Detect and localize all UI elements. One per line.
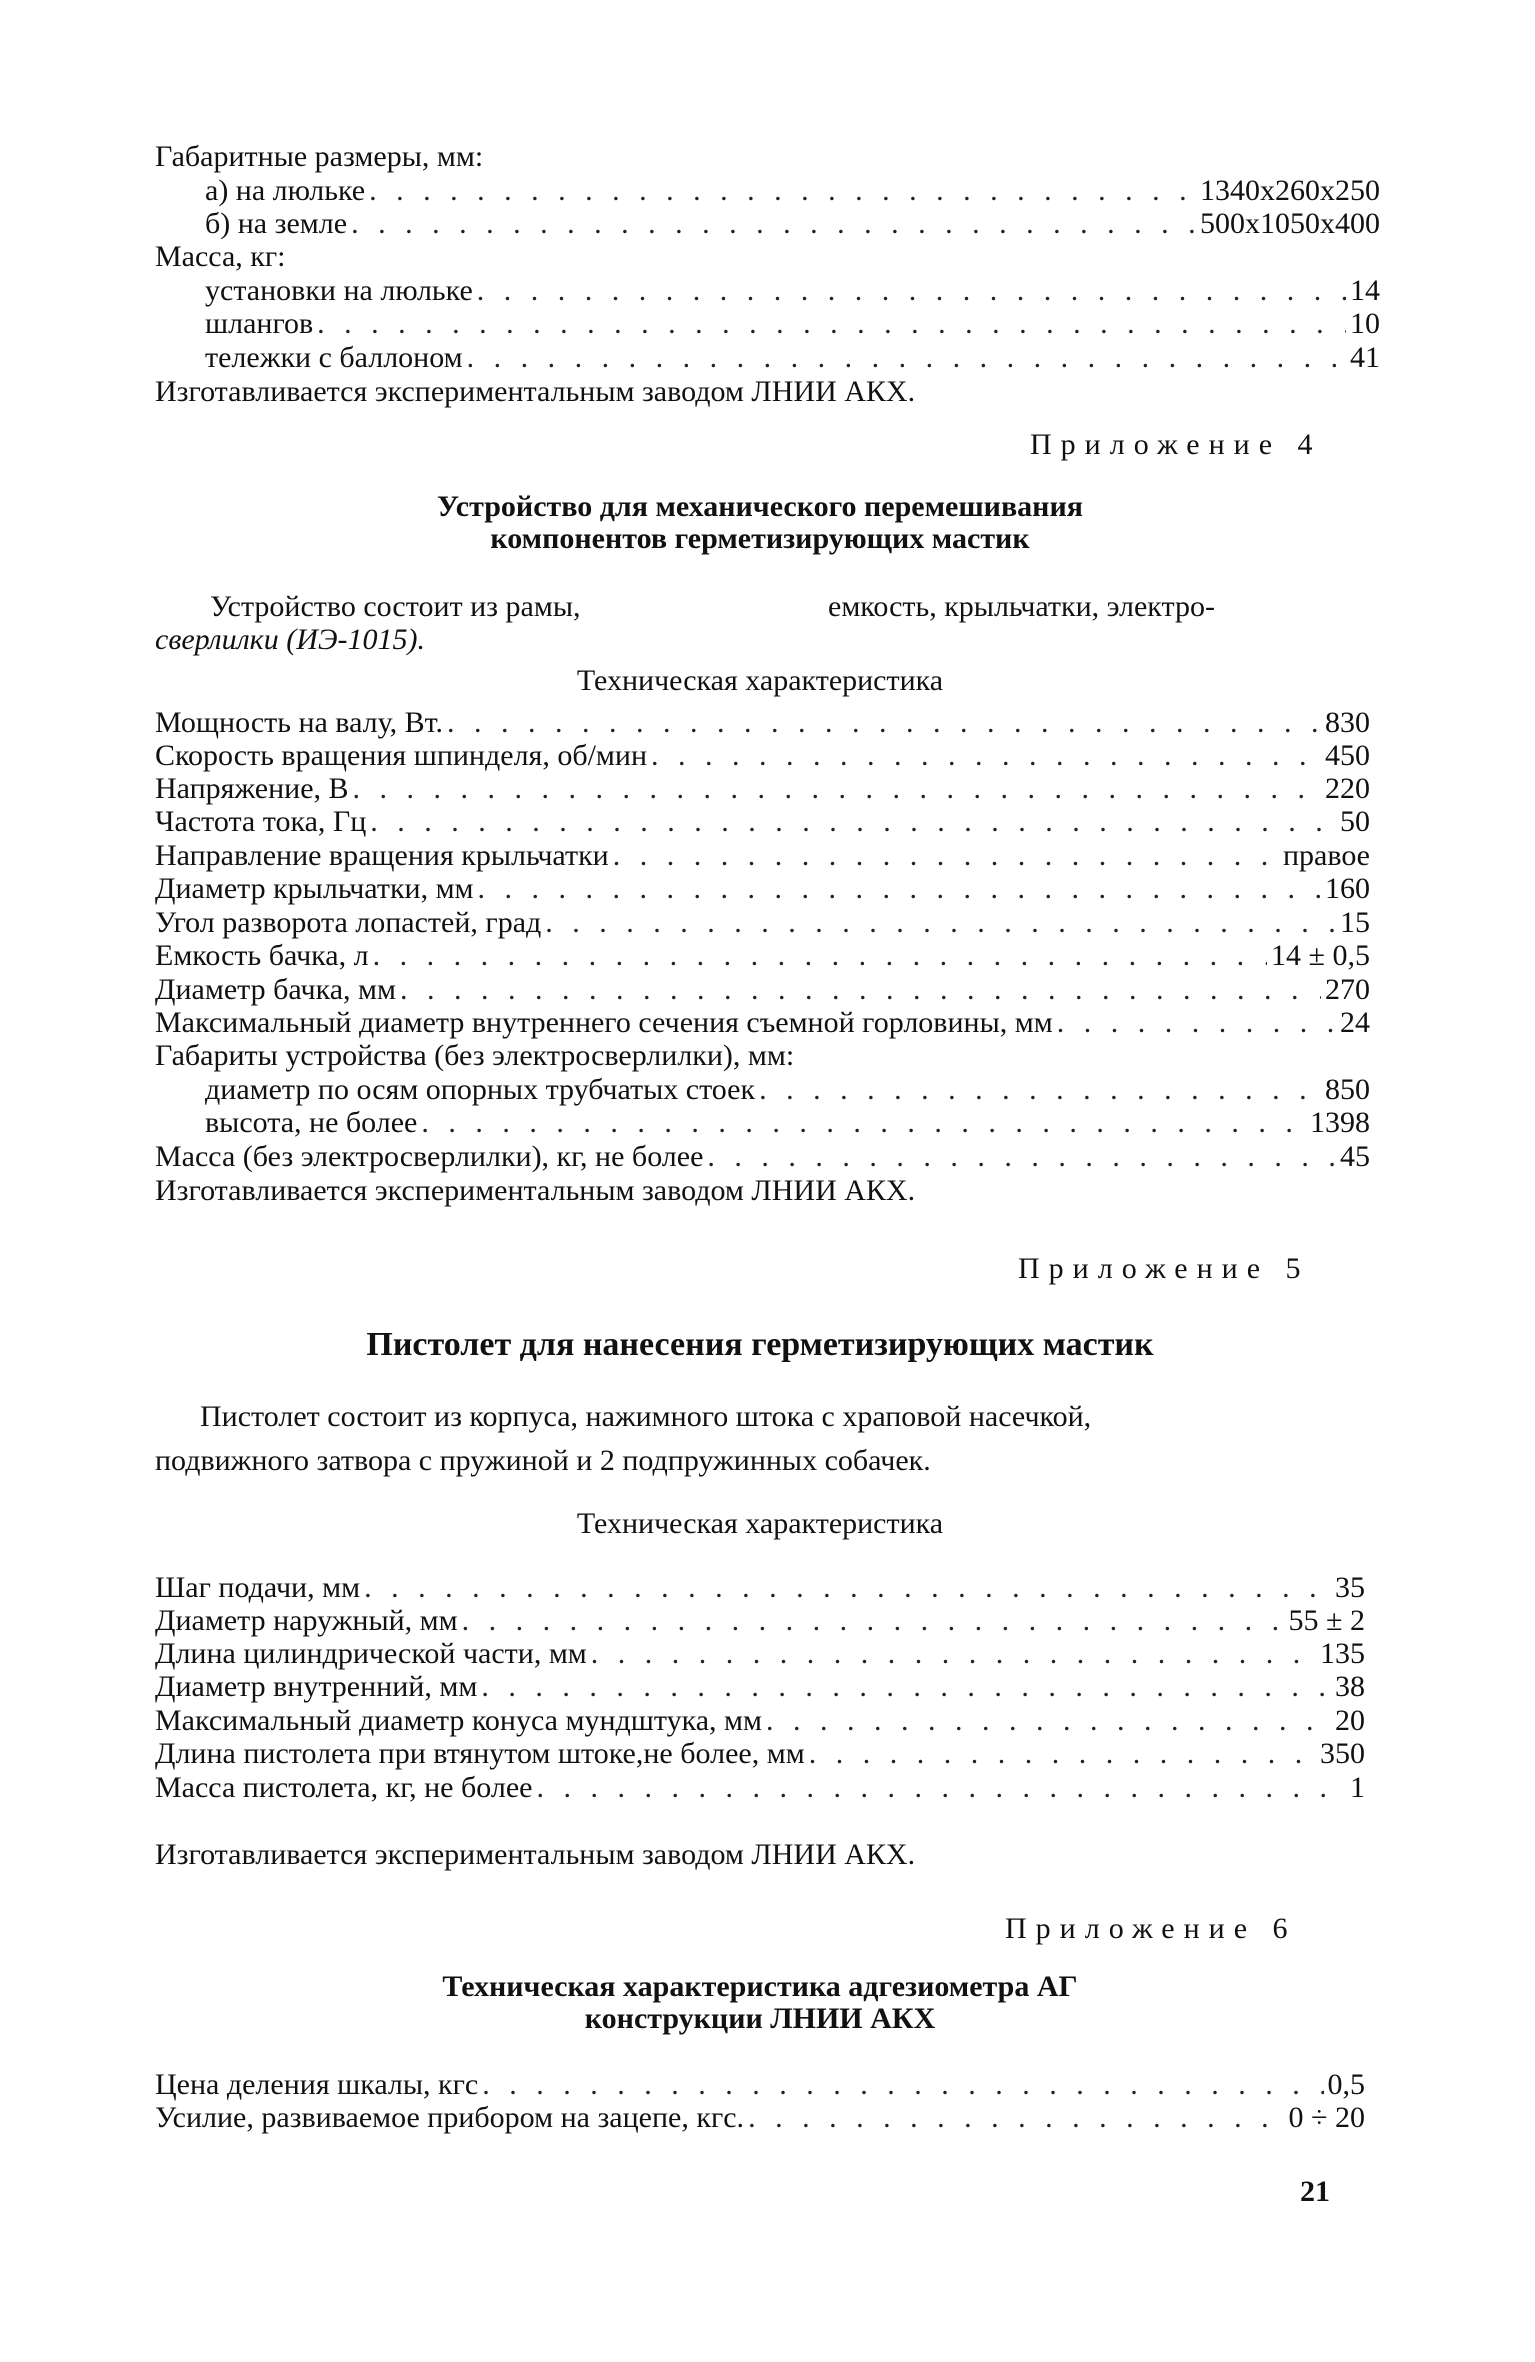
leader-dots — [478, 872, 1321, 906]
leader-dots — [748, 2101, 1284, 2135]
spec-row — [155, 706, 1370, 740]
spec-label: Мощность на валу, Вт. — [155, 706, 443, 739]
description-text: Устройство состоит из рамы, — [210, 590, 581, 623]
spec-value: 41 — [1350, 341, 1380, 374]
leader-dots — [545, 906, 1336, 940]
spec-value: 15 — [1340, 906, 1370, 939]
spec-row — [155, 872, 1370, 906]
spec-label: Диаметр бачка, мм — [155, 973, 396, 1006]
spec-row — [155, 1737, 1365, 1771]
spec-label: Максимальный диаметр внутреннего сечения съемной горловины, мм — [155, 1006, 1053, 1039]
spec-row — [205, 307, 1380, 341]
spec-label: Шаг подачи, мм — [155, 1571, 361, 1604]
spec-row — [155, 1637, 1365, 1671]
leader-dots — [462, 1604, 1285, 1638]
spec-row — [205, 341, 1380, 375]
spec-title: Техническая характеристика — [576, 664, 944, 697]
spec-label: Угол разворота лопастей, град — [155, 906, 542, 939]
description-text: подвижного затвора с пружиной и 2 подпружинных собачек. — [155, 1444, 931, 1477]
spec-value: 10 — [1350, 307, 1380, 340]
spec-label: Максимальный диаметр конуса мундштука, мм — [155, 1704, 763, 1737]
spec-value: 50 — [1340, 805, 1370, 838]
leader-dots — [536, 1771, 1346, 1805]
leader-dots — [317, 307, 1346, 341]
spec-label: шлангов — [205, 307, 314, 340]
spec-row — [155, 2068, 1365, 2102]
leader-dots — [400, 973, 1321, 1007]
spec-label: Направление вращения крыльчатки — [155, 839, 609, 872]
spec-value: 135 — [1320, 1637, 1365, 1670]
leader-dots — [1057, 1006, 1336, 1040]
description-text: сверлилки (ИЭ-1015). — [155, 623, 425, 656]
appendix-title: компонентов герметизирующих мастик — [490, 522, 1030, 555]
spec-row — [155, 1604, 1365, 1638]
spec-label: диаметр по осям опорных трубчатых стоек — [205, 1073, 756, 1106]
leader-dots — [373, 939, 1267, 973]
spec-row — [205, 274, 1380, 308]
spec-row — [205, 1073, 1370, 1107]
page-number: 21 — [1300, 2175, 1330, 2208]
leader-dots — [370, 805, 1336, 839]
leader-dots — [481, 1670, 1331, 1704]
spec-row — [155, 1670, 1365, 1704]
spec-label: Емкость бачка, л — [155, 939, 369, 972]
description-text: емкость, крыльчатки, электро- — [828, 590, 1215, 623]
spec-row — [155, 973, 1370, 1007]
spec-value: 14 — [1350, 274, 1380, 307]
spec-label: Диаметр наружный, мм — [155, 1604, 458, 1637]
spec-label: установки на люльке — [205, 274, 473, 307]
spec-value: 0 ÷ 20 — [1288, 2101, 1365, 2134]
leader-dots — [364, 1571, 1331, 1605]
spec-value: 1398 — [1310, 1106, 1370, 1139]
spec-value: 1 — [1350, 1771, 1365, 1804]
spec-label: Масса (без электросверлилки), кг, не более — [155, 1140, 704, 1173]
gabarity-title: Габаритные размеры, мм: — [155, 140, 484, 173]
appendix-label: Приложение 4 — [1030, 428, 1322, 461]
spec-value: 35 — [1335, 1571, 1365, 1604]
leader-dots — [707, 1140, 1336, 1174]
spec-value: 850 — [1325, 1073, 1370, 1106]
spec-row — [205, 174, 1380, 208]
spec-value: 14 ± 0,5 — [1271, 939, 1370, 972]
appendix-label: Приложение 6 — [1005, 1912, 1297, 1945]
spec-label: Скорость вращения шпинделя, об/мин — [155, 739, 648, 772]
leader-dots — [482, 2068, 1323, 2102]
leader-dots — [651, 739, 1321, 773]
spec-value: 55 ± 2 — [1288, 1604, 1365, 1637]
gabarity-device-title: Габариты устройства (без электросверлилки), мм: — [155, 1039, 795, 1072]
appendix-title: Устройство для механического перемешивания — [437, 490, 1083, 523]
spec-value: 1340x260x250 — [1200, 174, 1380, 207]
spec-label: Длина пистолета при втянутом штоке,не более, мм — [155, 1737, 805, 1770]
spec-row — [155, 805, 1370, 839]
spec-value: 160 — [1325, 872, 1370, 905]
maker-note: Изготавливается экспериментальным заводом ЛНИИ АКХ. — [155, 1838, 916, 1871]
spec-label: Диаметр крыльчатки, мм — [155, 872, 474, 905]
spec-label: Масса пистолета, кг, не более — [155, 1771, 533, 1804]
spec-row — [155, 839, 1370, 873]
maker-note: Изготавливается экспериментальным заводом ЛНИИ АКХ. — [155, 375, 916, 408]
leader-dots — [477, 274, 1346, 308]
spec-value: 0,5 — [1327, 2068, 1365, 2101]
spec-label: тележки с баллоном — [205, 341, 463, 374]
appendix-title: конструкции ЛНИИ АКХ — [584, 2002, 936, 2035]
spec-value: 500x1050x400 — [1200, 207, 1380, 240]
spec-label: а) на люльке — [205, 174, 366, 207]
spec-value: 220 — [1325, 772, 1370, 805]
spec-value: правое — [1282, 839, 1370, 872]
spec-row — [155, 1771, 1365, 1805]
spec-row — [155, 1571, 1365, 1605]
leader-dots — [421, 1106, 1306, 1140]
spec-row — [155, 739, 1370, 773]
spec-label: высота, не более — [205, 1106, 418, 1139]
spec-row — [155, 1006, 1370, 1040]
leader-dots — [369, 174, 1196, 208]
spec-label: Частота тока, Гц — [155, 805, 367, 838]
spec-label: Усилие, развиваемое прибором на зацепе, кгс. — [155, 2101, 745, 2134]
leader-dots — [591, 1637, 1316, 1671]
spec-row — [205, 207, 1380, 241]
leader-dots — [447, 706, 1321, 740]
spec-row — [155, 939, 1370, 973]
spec-value: 270 — [1325, 973, 1370, 1006]
appendix-label: Приложение 5 — [1018, 1252, 1310, 1285]
spec-label: Длина цилиндрической части, мм — [155, 1637, 587, 1670]
spec-value: 830 — [1325, 706, 1370, 739]
leader-dots — [467, 341, 1346, 375]
spec-label: Напряжение, В — [155, 772, 349, 805]
maker-note: Изготавливается экспериментальным заводом ЛНИИ АКХ. — [155, 1174, 916, 1207]
spec-value: 38 — [1335, 1670, 1365, 1703]
spec-row — [155, 2101, 1365, 2135]
spec-value: 45 — [1340, 1140, 1370, 1173]
leader-dots — [809, 1737, 1316, 1771]
leader-dots — [351, 207, 1196, 241]
spec-row — [155, 772, 1370, 806]
leader-dots — [766, 1704, 1331, 1738]
appendix-title: Техническая характеристика адгезиометра АГ — [442, 1970, 1078, 2003]
spec-row — [155, 906, 1370, 940]
spec-row — [155, 1140, 1370, 1174]
spec-value: 20 — [1335, 1704, 1365, 1737]
spec-row — [155, 1704, 1365, 1738]
leader-dots — [353, 772, 1321, 806]
spec-title: Техническая характеристика — [576, 1507, 944, 1540]
spec-value: 450 — [1325, 739, 1370, 772]
spec-row — [205, 1106, 1370, 1140]
appendix-title: Пистолет для нанесения герметизирующих мастик — [366, 1326, 1154, 1363]
spec-label: Диаметр внутренний, мм — [155, 1670, 478, 1703]
description-text: Пистолет состоит из корпуса, нажимного штока с храповой насечкой, — [200, 1400, 1092, 1433]
leader-dots — [759, 1073, 1321, 1107]
spec-label: б) на земле — [205, 207, 348, 240]
spec-value: 24 — [1340, 1006, 1370, 1039]
spec-value: 350 — [1320, 1737, 1365, 1770]
leader-dots — [613, 839, 1279, 873]
mass-title: Масса, кг: — [155, 240, 286, 273]
spec-label: Цена деления шкалы, кгс — [155, 2068, 479, 2101]
